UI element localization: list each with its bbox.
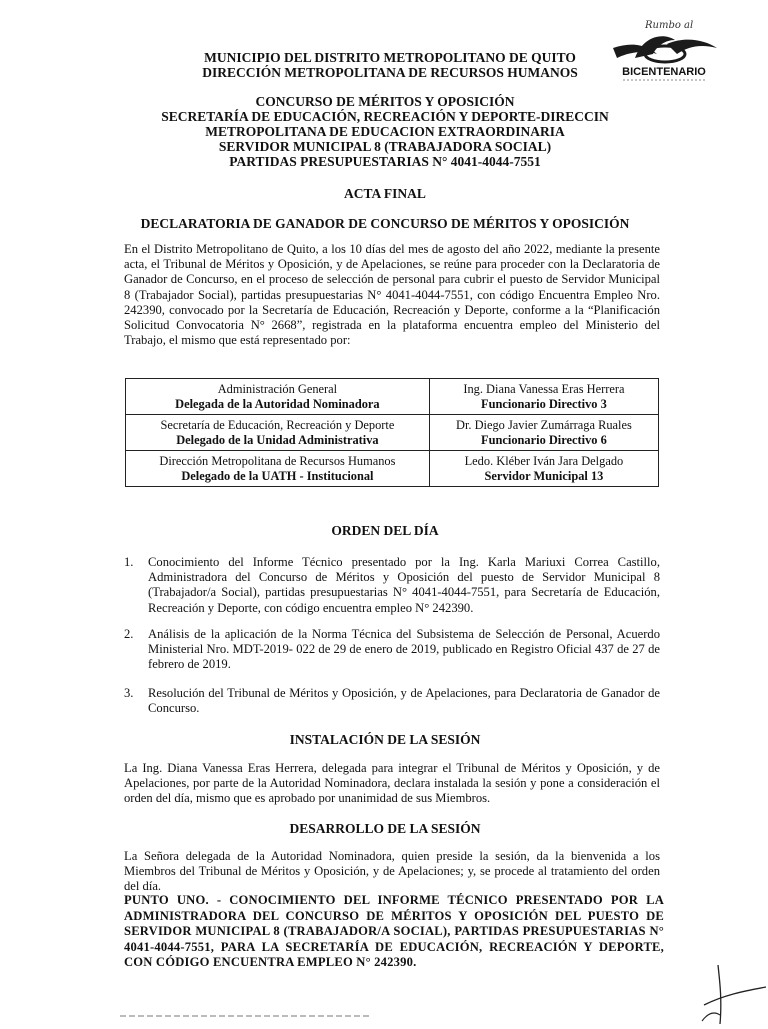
list-number: 3.	[124, 686, 134, 700]
instalacion-title: INSTALACIÓN DE LA SESIÓN	[289, 732, 481, 747]
municipality-title: MUNICIPIO DEL DISTRITO METROPOLITANO DE QUITO	[204, 50, 576, 65]
orden-title: ORDEN DEL DÍA	[331, 523, 439, 538]
punto-uno-heading: PUNTO UNO. - CONOCIMIENTO DEL INFORME TÉCNICO PRESENTADO POR LA ADMINISTRADORA DEL CONCURSO DE MÉRITOS Y OPOSICIÓN DEL PUESTO DE SERVIDOR MUNICIPAL 8 (TRABAJADOR/A SOCIAL), PARTIDAS PRESUPUESTARIAS N° 4041-4044-7551, PARA LA SECRETARÍA DE EDUCACIÓN, RECREACIÓN Y DEPORTE, CON CÓDIGO ENCUENTRA EMPLEO N° 242390.	[124, 893, 664, 970]
table-cell-member: Ing. Diana Vanessa Eras Herrera Funcionario Directivo 3	[429, 379, 658, 415]
table-row	[126, 379, 659, 415]
table-row	[126, 415, 659, 451]
table-cell-unit: Administración General Delegada de la Autoridad Nominadora	[126, 379, 430, 415]
list-number: 2.	[124, 627, 134, 641]
table-cell-unit: Dirección Metropolitana de Recursos Humanos Delegado de la UATH - Institucional	[126, 451, 430, 487]
desarrollo-title: DESARROLLO DE LA SESIÓN	[289, 821, 481, 836]
bicentenario-logo-icon	[605, 14, 723, 84]
department-title: DIRECCIÓN METROPOLITANA DE RECURSOS HUMANOS	[202, 65, 578, 80]
list-number: 1.	[124, 555, 134, 569]
desarrollo-paragraph: La Señora delegada de la Autoridad Nominadora, quien preside la sesión, da la bienvenida a los Miembros del Tribunal de Méritos y Oposición, y de Apelaciones; y, se procede al tratamiento del orden del día.	[124, 849, 660, 894]
list-text: Conocimiento del Informe Técnico presentado por la Ing. Karla Mariuxi Correa Castillo, Administradora del Concurso de Méritos y Oposición del puesto de Servidor Municipal 8 (Trabajador/a Social), partidas presupuestarias N° 4041-4044-7551, para Secretaría de Educación, Recreación y Deporte, con código encuentra empleo N° 242390.	[148, 555, 660, 615]
instalacion-paragraph: La Ing. Diana Vanessa Eras Herrera, delegada para integrar el Tribunal de Méritos y Oposición, y de Apelaciones, por parte de la Autoridad Nominadora, declara instalada la sesión y pone a consideración el orden del día, mismo que es aprobado por unanimidad de sus Miembros.	[124, 761, 660, 806]
acta-title: ACTA FINAL	[344, 186, 426, 201]
list-text: Análisis de la aplicación de la Norma Técnica del Subsistema de Selección de Personal, Acuerdo Ministerial Nro. MDT-2019- 022 de 29 de enero de 2019, publicado en Registro Oficial 437 de 27 de febrero de 2019.	[148, 627, 660, 672]
concurso-partidas: PARTIDAS PRESUPUESTARIAS N° 4041-4044-7551	[229, 154, 541, 169]
logo-text: BICENTENARIO	[622, 66, 706, 78]
footer-line	[120, 1012, 380, 1022]
list-text: Resolución del Tribunal de Méritos y Oposición, y de Apelaciones, para Declaratoria de Ganador de Concurso.	[148, 686, 660, 716]
concurso-secretaria: SECRETARÍA DE EDUCACIÓN, RECREACIÓN Y DEPORTE-DIRECCIN	[161, 109, 609, 124]
signature-mark-icon	[700, 965, 768, 1024]
table-cell-member: Ledo. Kléber Iván Jara Delgado Servidor Municipal 13	[429, 451, 658, 487]
concurso-direccion: METROPOLITANA DE EDUCACION EXTRAORDINARIA	[205, 124, 565, 139]
logo-script-text: Rumbo al	[645, 20, 694, 31]
tribunal-table	[125, 378, 659, 487]
table-cell-unit: Secretaría de Educación, Recreación y Deporte Delegado de la Unidad Administrativa	[126, 415, 430, 451]
concurso-title: CONCURSO DE MÉRITOS Y OPOSICIÓN	[255, 94, 515, 109]
table-row	[126, 451, 659, 487]
concurso-puesto: SERVIDOR MUNICIPAL 8 (TRABAJADORA SOCIAL)	[218, 139, 552, 154]
table-cell-member: Dr. Diego Javier Zumárraga Ruales Funcionario Directivo 6	[429, 415, 658, 451]
intro-paragraph: En el Distrito Metropolitano de Quito, a los 10 días del mes de agosto del año 2022, mediante la presente acta, el Tribunal de Méritos y Oposición, y de Apelaciones, se reúne para proceder con la Declaratoria de Ganador de Concurso, en el proceso de selección de personal para cubrir el puesto de Servidor Municipal 8 (Trabajador Social), partidas presupuestarias N° 4041-4044-7551, con código Encuentra Empleo Nro. 242390, convocado por la Secretaría de Educación, Recreación y Deporte, conforme a la “Planificación Solicitud Convocatoria N° 2668”, registrada en la plataforma encuentra empleo del Ministerio del Trabajo, el mismo que está representado por:	[124, 242, 660, 348]
declaratoria-title: DECLARATORIA DE GANADOR DE CONCURSO DE MÉRITOS Y OPOSICIÓN	[140, 216, 630, 231]
